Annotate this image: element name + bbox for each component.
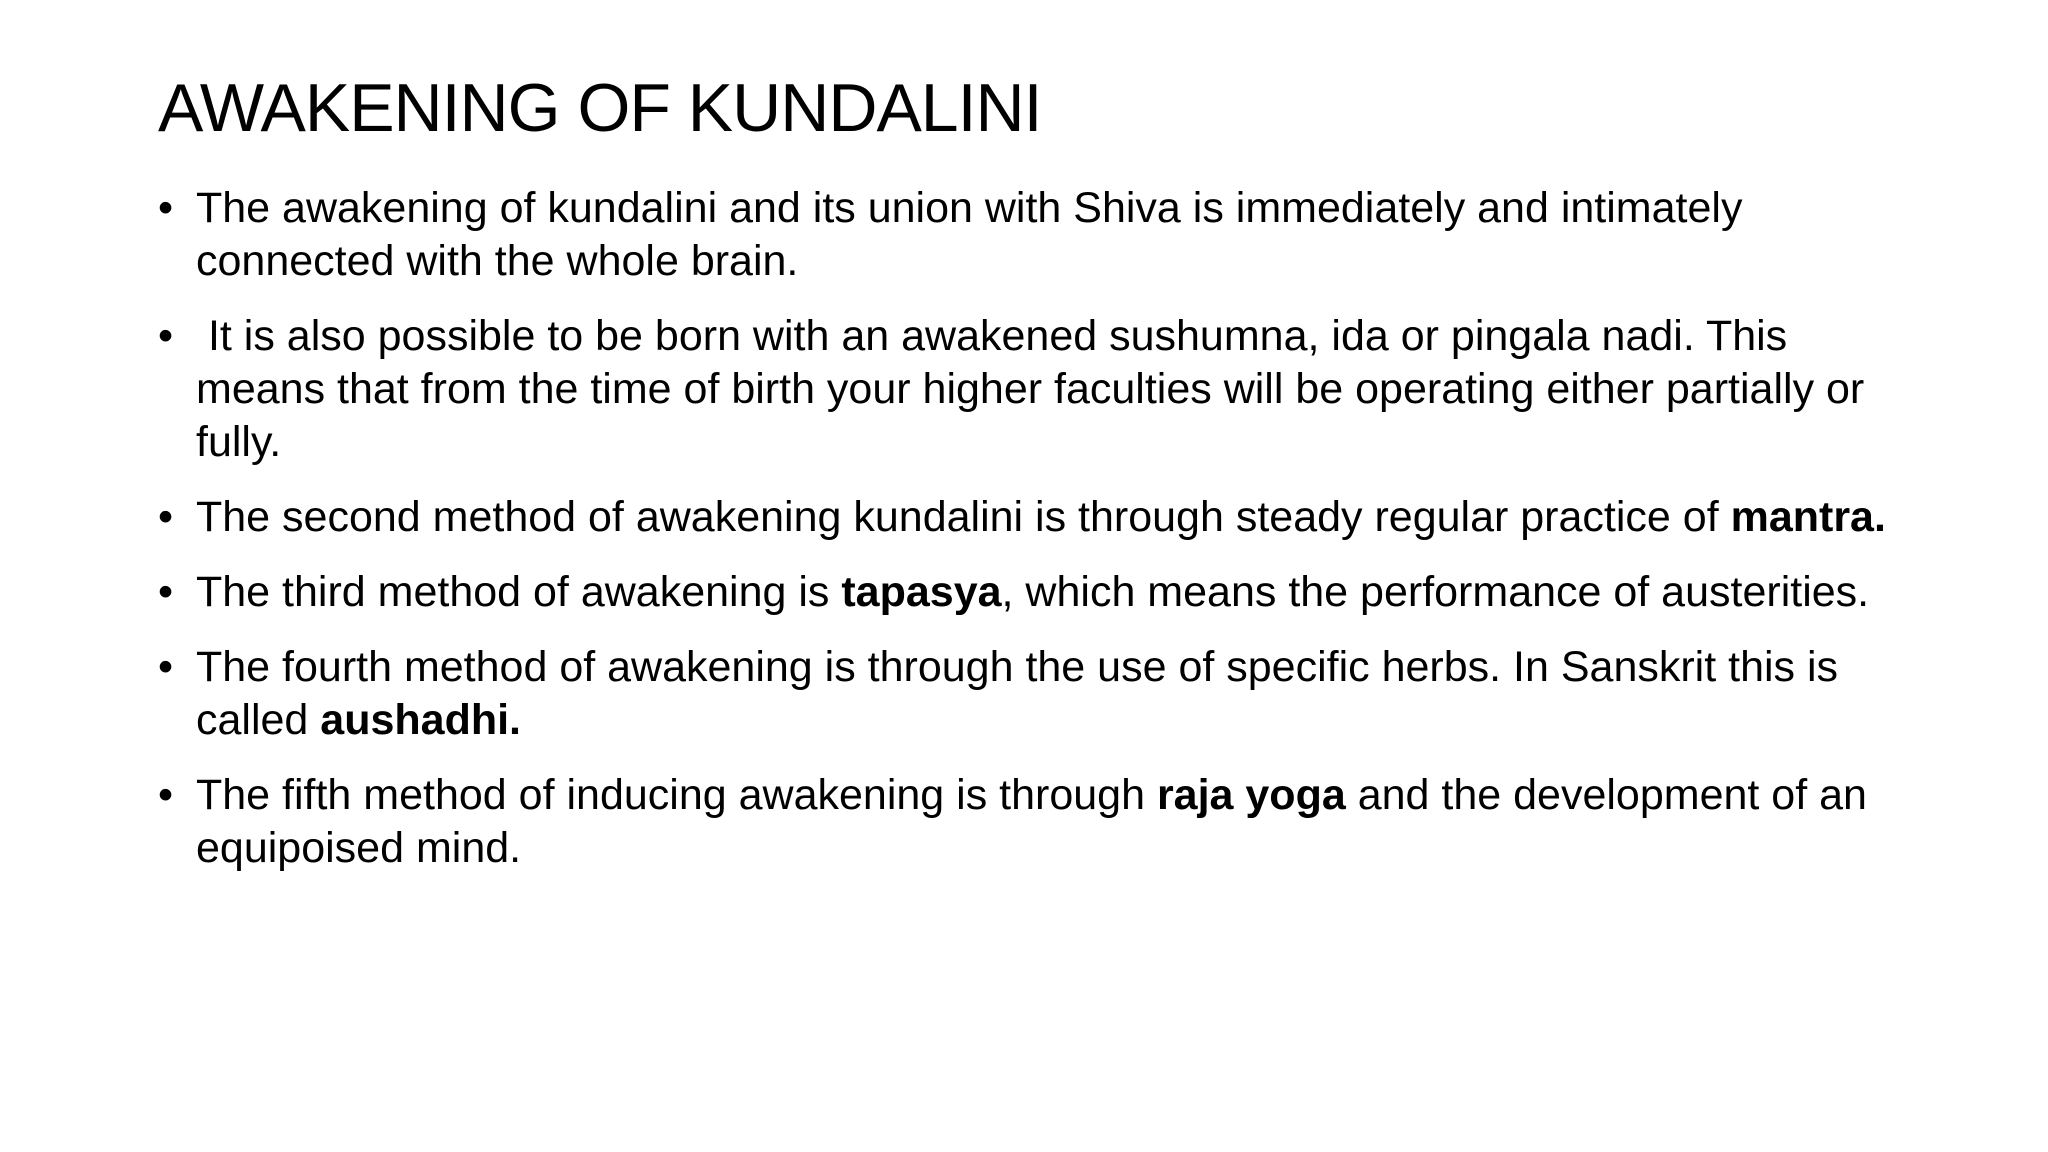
bullet-bold-term: raja yoga [1156,771,1346,819]
bullet-dot-icon: • [158,493,174,541]
bullet-text: The fifth method of inducing awakening is through [196,771,1157,819]
bullet-text: The awakening of kundalini and its union with Shiva is immediately and intimately connected with the whole brain. [196,184,1743,285]
bullet-bold-term: tapasya [841,568,1002,616]
bullet-text-after: , which means the performance of austerities. [1001,568,1870,616]
bullet-dot-icon: • [158,568,174,616]
bullet-text-after: and the development of an equipoised mind. [196,771,1867,872]
bullet-text: It is also possible to be born with an awakened sushumna, ida or pingala nadi. This means that from the time of birth your higher faculties will be operating either partially or fully. [196,312,1877,466]
bullet-dot-icon: • [158,643,174,691]
bullet-item-4 [158,566,1918,619]
bullet-item-6 [158,769,1918,875]
bullet-dot-icon: • [158,184,174,232]
bullet-dot-icon: • [158,771,174,819]
bullet-item-1 [158,182,1918,288]
bullet-item-5 [158,641,1918,747]
bullet-list [158,182,1918,897]
bullet-dot-icon: • [158,312,174,360]
bullet-text: The second method of awakening kundalini is through steady regular practice of [196,493,1731,541]
bullet-bold-term: aushadhi. [320,696,521,744]
bullet-item-2 [158,310,1918,469]
bullet-text: The fourth method of awakening is through the use of specific herbs. In Sanskrit this is called [196,643,1839,744]
bullet-bold-term: mantra. [1730,493,1886,541]
bullet-item-3 [158,491,1918,544]
slide-title: AWAKENING OF KUNDALINI [158,70,1042,146]
bullet-text: The third method of awakening is [196,568,842,616]
